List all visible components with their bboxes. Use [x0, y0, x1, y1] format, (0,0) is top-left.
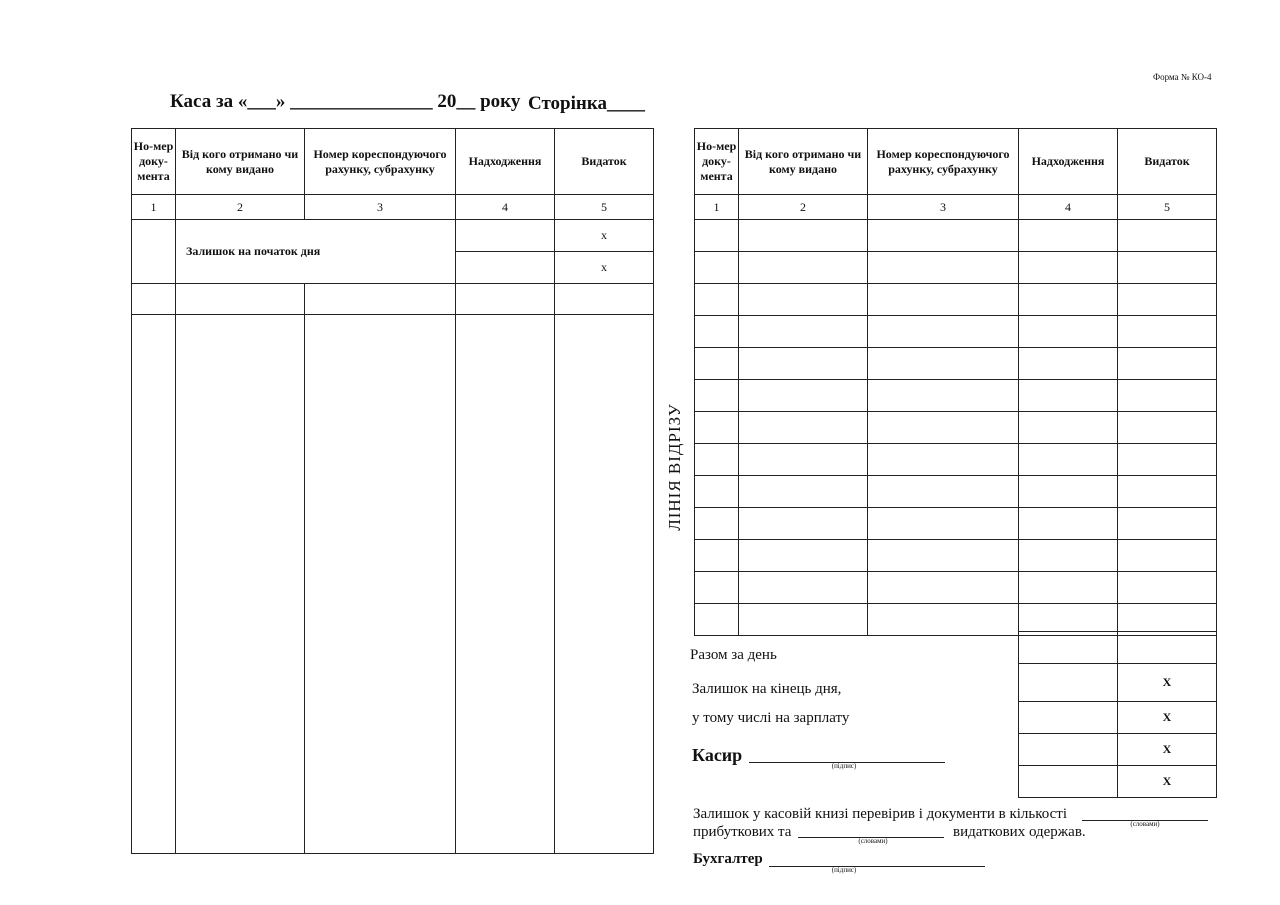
table-cell — [739, 508, 868, 540]
table-cell — [868, 604, 1019, 636]
table-cell — [739, 604, 868, 636]
table-cell — [305, 284, 456, 315]
table-cell — [1118, 380, 1217, 412]
total-income-cell — [1019, 632, 1118, 664]
table-cell — [739, 380, 868, 412]
table-cell — [1019, 220, 1118, 252]
table-cell — [739, 476, 868, 508]
table-cell — [1118, 540, 1217, 572]
col-account-header: Номер кореспондуючого рахунку, субрахунку — [305, 129, 456, 195]
table-cell — [695, 540, 739, 572]
table-cell — [739, 444, 868, 476]
cashier-label: Касир — [692, 745, 743, 765]
right-cash-table — [694, 128, 1217, 636]
table-cell — [739, 572, 868, 604]
words-hint: (словами) — [858, 837, 888, 845]
col-income-header: Надходження — [456, 129, 555, 195]
table-cell — [1118, 220, 1217, 252]
table-cell — [1019, 316, 1118, 348]
table-cell — [868, 476, 1019, 508]
table-cell — [456, 315, 555, 854]
table-cell — [555, 284, 654, 315]
closing-balance-label: Залишок на кінець дня, — [692, 681, 842, 697]
words-hint: (словами) — [1130, 820, 1160, 828]
table-cell — [868, 316, 1019, 348]
table-cell — [1019, 508, 1118, 540]
table-cell — [695, 348, 739, 380]
table-cell — [739, 284, 868, 316]
table-cell — [1118, 508, 1217, 540]
col-from-to-header: Від кого отримано чи кому видано — [176, 129, 305, 195]
table-cell — [695, 508, 739, 540]
closing-balance-cell — [1019, 664, 1118, 702]
table-cell — [1019, 572, 1118, 604]
summary-table — [1018, 631, 1217, 798]
table-cell — [1118, 284, 1217, 316]
opening-balance-x: x — [555, 220, 654, 252]
table-cell — [1118, 572, 1217, 604]
table-cell — [176, 284, 305, 315]
table-cell — [695, 476, 739, 508]
table-cell — [176, 315, 305, 854]
table-cell — [305, 315, 456, 854]
col-number: 3 — [868, 195, 1019, 220]
table-cell — [456, 252, 555, 284]
summary-cell — [1019, 766, 1118, 798]
col-number: 1 — [695, 195, 739, 220]
col-income-header: Надходження — [1019, 129, 1118, 195]
accountant-label: Бухгалтер — [693, 851, 763, 867]
form-code: Форма № КО-4 — [1153, 72, 1212, 82]
table-cell — [1019, 348, 1118, 380]
table-cell — [868, 540, 1019, 572]
table-cell — [868, 252, 1019, 284]
opening-balance-label: Залишок на початок дня — [176, 220, 456, 284]
table-cell — [739, 412, 868, 444]
table-cell — [1118, 252, 1217, 284]
table-cell — [456, 220, 555, 252]
table-cell — [695, 604, 739, 636]
checked-line-label: Залишок у касовій книзі перевірив і документи в кількості — [693, 806, 1068, 822]
page-title: Каса за «___» _______________ 20__ року — [170, 91, 521, 112]
col-doc-number-header: Но-мер доку-мента — [132, 129, 176, 195]
table-cell — [1019, 380, 1118, 412]
table-cell — [695, 316, 739, 348]
table-cell — [695, 220, 739, 252]
left-cash-table — [131, 128, 654, 854]
table-cell — [695, 380, 739, 412]
table-cell — [695, 252, 739, 284]
table-cell — [132, 220, 176, 284]
table-cell — [868, 380, 1019, 412]
salary-x: Х — [1118, 702, 1217, 734]
col-expense-header: Видаток — [1118, 129, 1217, 195]
table-cell — [456, 284, 555, 315]
salary-label: у тому числі на зарплату — [692, 710, 850, 726]
col-number: 2 — [176, 195, 305, 220]
col-number: 1 — [132, 195, 176, 220]
outgoing-label: видаткових одержав. — [953, 824, 1086, 840]
summary-x: Х — [1118, 766, 1217, 798]
col-number: 2 — [739, 195, 868, 220]
col-account-header: Номер кореспондуючого рахунку, субрахунку — [868, 129, 1019, 195]
table-cell — [868, 284, 1019, 316]
summary-x: Х — [1118, 734, 1217, 766]
table-cell — [739, 348, 868, 380]
table-cell — [1019, 476, 1118, 508]
table-cell — [739, 316, 868, 348]
salary-cell — [1019, 702, 1118, 734]
total-expense-cell — [1118, 632, 1217, 664]
summary-cell — [1019, 734, 1118, 766]
col-number: 4 — [456, 195, 555, 220]
col-number: 5 — [555, 195, 654, 220]
cut-line-label: ЛІНІЯ ВІДРІЗУ — [665, 403, 684, 531]
table-cell — [1118, 348, 1217, 380]
page-number-label: Сторінка____ — [528, 93, 646, 114]
table-cell — [1118, 412, 1217, 444]
table-cell — [739, 540, 868, 572]
table-cell — [1118, 476, 1217, 508]
col-doc-number-header: Но-мер доку-мента — [695, 129, 739, 195]
cashier-signature-hint: (підпис) — [831, 762, 857, 770]
table-cell — [695, 572, 739, 604]
col-expense-header: Видаток — [555, 129, 654, 195]
table-cell — [868, 412, 1019, 444]
table-cell — [868, 508, 1019, 540]
table-cell — [1118, 316, 1217, 348]
table-cell — [868, 220, 1019, 252]
col-number: 4 — [1019, 195, 1118, 220]
col-number: 5 — [1118, 195, 1217, 220]
opening-balance-x: x — [555, 252, 654, 284]
table-cell — [739, 252, 868, 284]
table-cell — [868, 572, 1019, 604]
accountant-signature-hint: (підпис) — [831, 866, 857, 874]
table-cell — [695, 412, 739, 444]
total-day-label: Разом за день — [690, 647, 777, 663]
table-cell — [1019, 284, 1118, 316]
table-cell — [739, 220, 868, 252]
table-cell — [1019, 252, 1118, 284]
col-number: 3 — [305, 195, 456, 220]
incoming-label: прибуткових та — [693, 824, 792, 840]
table-cell — [132, 284, 176, 315]
table-cell — [555, 315, 654, 854]
table-cell — [1019, 412, 1118, 444]
table-cell — [132, 315, 176, 854]
table-cell — [868, 444, 1019, 476]
table-cell — [1118, 444, 1217, 476]
table-cell — [1019, 540, 1118, 572]
table-cell — [868, 348, 1019, 380]
closing-balance-x: Х — [1118, 664, 1217, 702]
table-cell — [1019, 444, 1118, 476]
table-cell — [695, 284, 739, 316]
col-from-to-header: Від кого отримано чи кому видано — [739, 129, 868, 195]
table-cell — [695, 444, 739, 476]
